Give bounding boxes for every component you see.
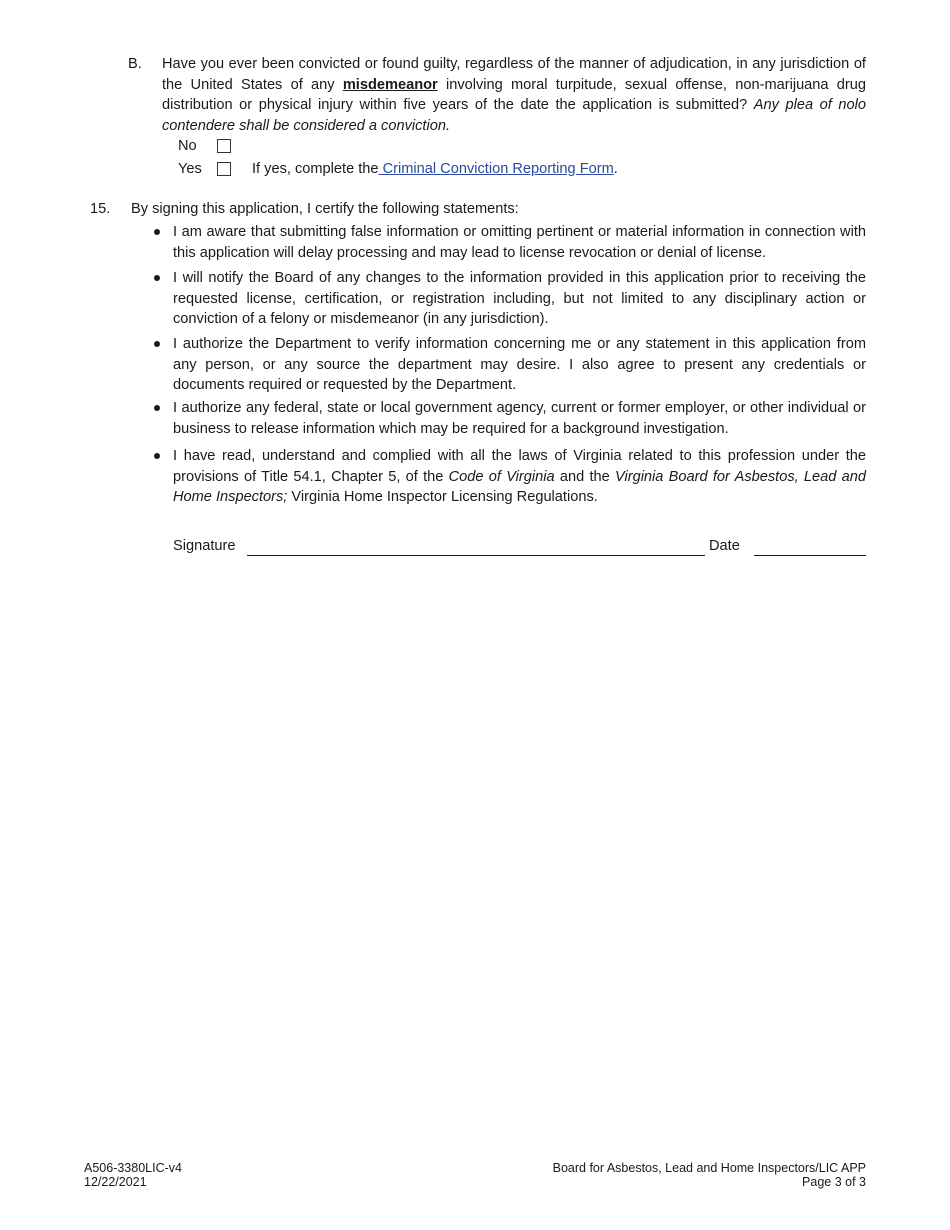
footer-page-number: Page 3 of 3 xyxy=(802,1175,866,1189)
footer-board-ref: Board for Asbestos, Lead and Home Inspectors/LIC APP xyxy=(552,1161,866,1175)
virginia-board-name: Virginia Board for Asbestos, Lead and Home Inspectors; xyxy=(173,468,866,505)
question-text-end: involving moral turpitude, sexual offense, non-marijuana drug distribution or physical injury within five years of the date the application is submitted? xyxy=(162,76,866,113)
yes-instruction-text: If yes, complete the xyxy=(252,161,379,177)
code-of-virginia: Code of Virginia xyxy=(448,468,555,485)
date-label: Date xyxy=(709,538,740,554)
option-yes-label: Yes xyxy=(178,161,202,177)
certify-item-4: I authorize any federal, state or local government agency, current or former employer, or other individual or business to release information which may be required for a background investigation. xyxy=(173,400,866,437)
bullet-icon xyxy=(154,275,160,281)
no-checkbox[interactable] xyxy=(217,139,231,153)
yes-instruction xyxy=(252,159,618,180)
certify-item-3: I authorize the Department to verify information concerning me or any statement in this application from any person, or any source the department may desire. I also agree to present any credentials or documents required or requested by the Department. xyxy=(173,336,866,393)
bullet-icon xyxy=(154,405,160,411)
certify-item-5 xyxy=(173,446,866,508)
item5-text-e: Virginia Home Inspector Licensing Regulations. xyxy=(287,489,598,505)
yes-checkbox[interactable] xyxy=(217,162,231,176)
footer-form-date: 12/22/2021 xyxy=(84,1175,147,1189)
question-text-start: Have you ever been convicted or found guilty, regardless of the manner of adjudication, in any jurisdiction of the United States of any xyxy=(162,56,866,93)
item5-text-a: I have read, understand and complied with all the laws of Virginia related to this profession under the provisions of Title 54.1, Chapter 5, of the xyxy=(173,448,866,485)
item5-text-c: and the xyxy=(554,468,615,485)
footer-form-id: A506-3380LIC-v4 xyxy=(84,1161,182,1175)
date-line[interactable] xyxy=(754,555,866,556)
signature-line[interactable] xyxy=(247,555,705,556)
link-suffix: . xyxy=(613,161,618,177)
certify-item-1: I am aware that submitting false information or omitting pertinent or material information in connection with this application will delay processing and may lead to license revocation or denial of license. xyxy=(173,224,866,261)
option-no-label: No xyxy=(178,138,197,154)
misdemeanor-term: misdemeanor xyxy=(342,76,438,93)
bullet-icon xyxy=(154,341,160,347)
section-15-number: 15. xyxy=(90,201,111,217)
bullet-icon xyxy=(154,453,160,459)
bullet-icon xyxy=(154,229,160,235)
nolo-contendere-note: Any plea of nolo contendere shall be considered a conviction. xyxy=(162,97,866,134)
certify-item-2: I will notify the Board of any changes to the information provided in this application prior to receiving the requested license, certification, or registration including, but not limited to any disciplinary action or conviction of a felony or misdemeanor (in any jurisdiction). xyxy=(173,270,866,327)
section-b-marker: B. xyxy=(128,56,142,72)
section-b-question xyxy=(162,54,866,136)
signature-label: Signature xyxy=(173,538,236,554)
section-15-intro: By signing this application, I certify the following statements: xyxy=(131,201,519,217)
criminal-conviction-form-link[interactable]: Criminal Conviction Reporting Form xyxy=(378,161,614,177)
